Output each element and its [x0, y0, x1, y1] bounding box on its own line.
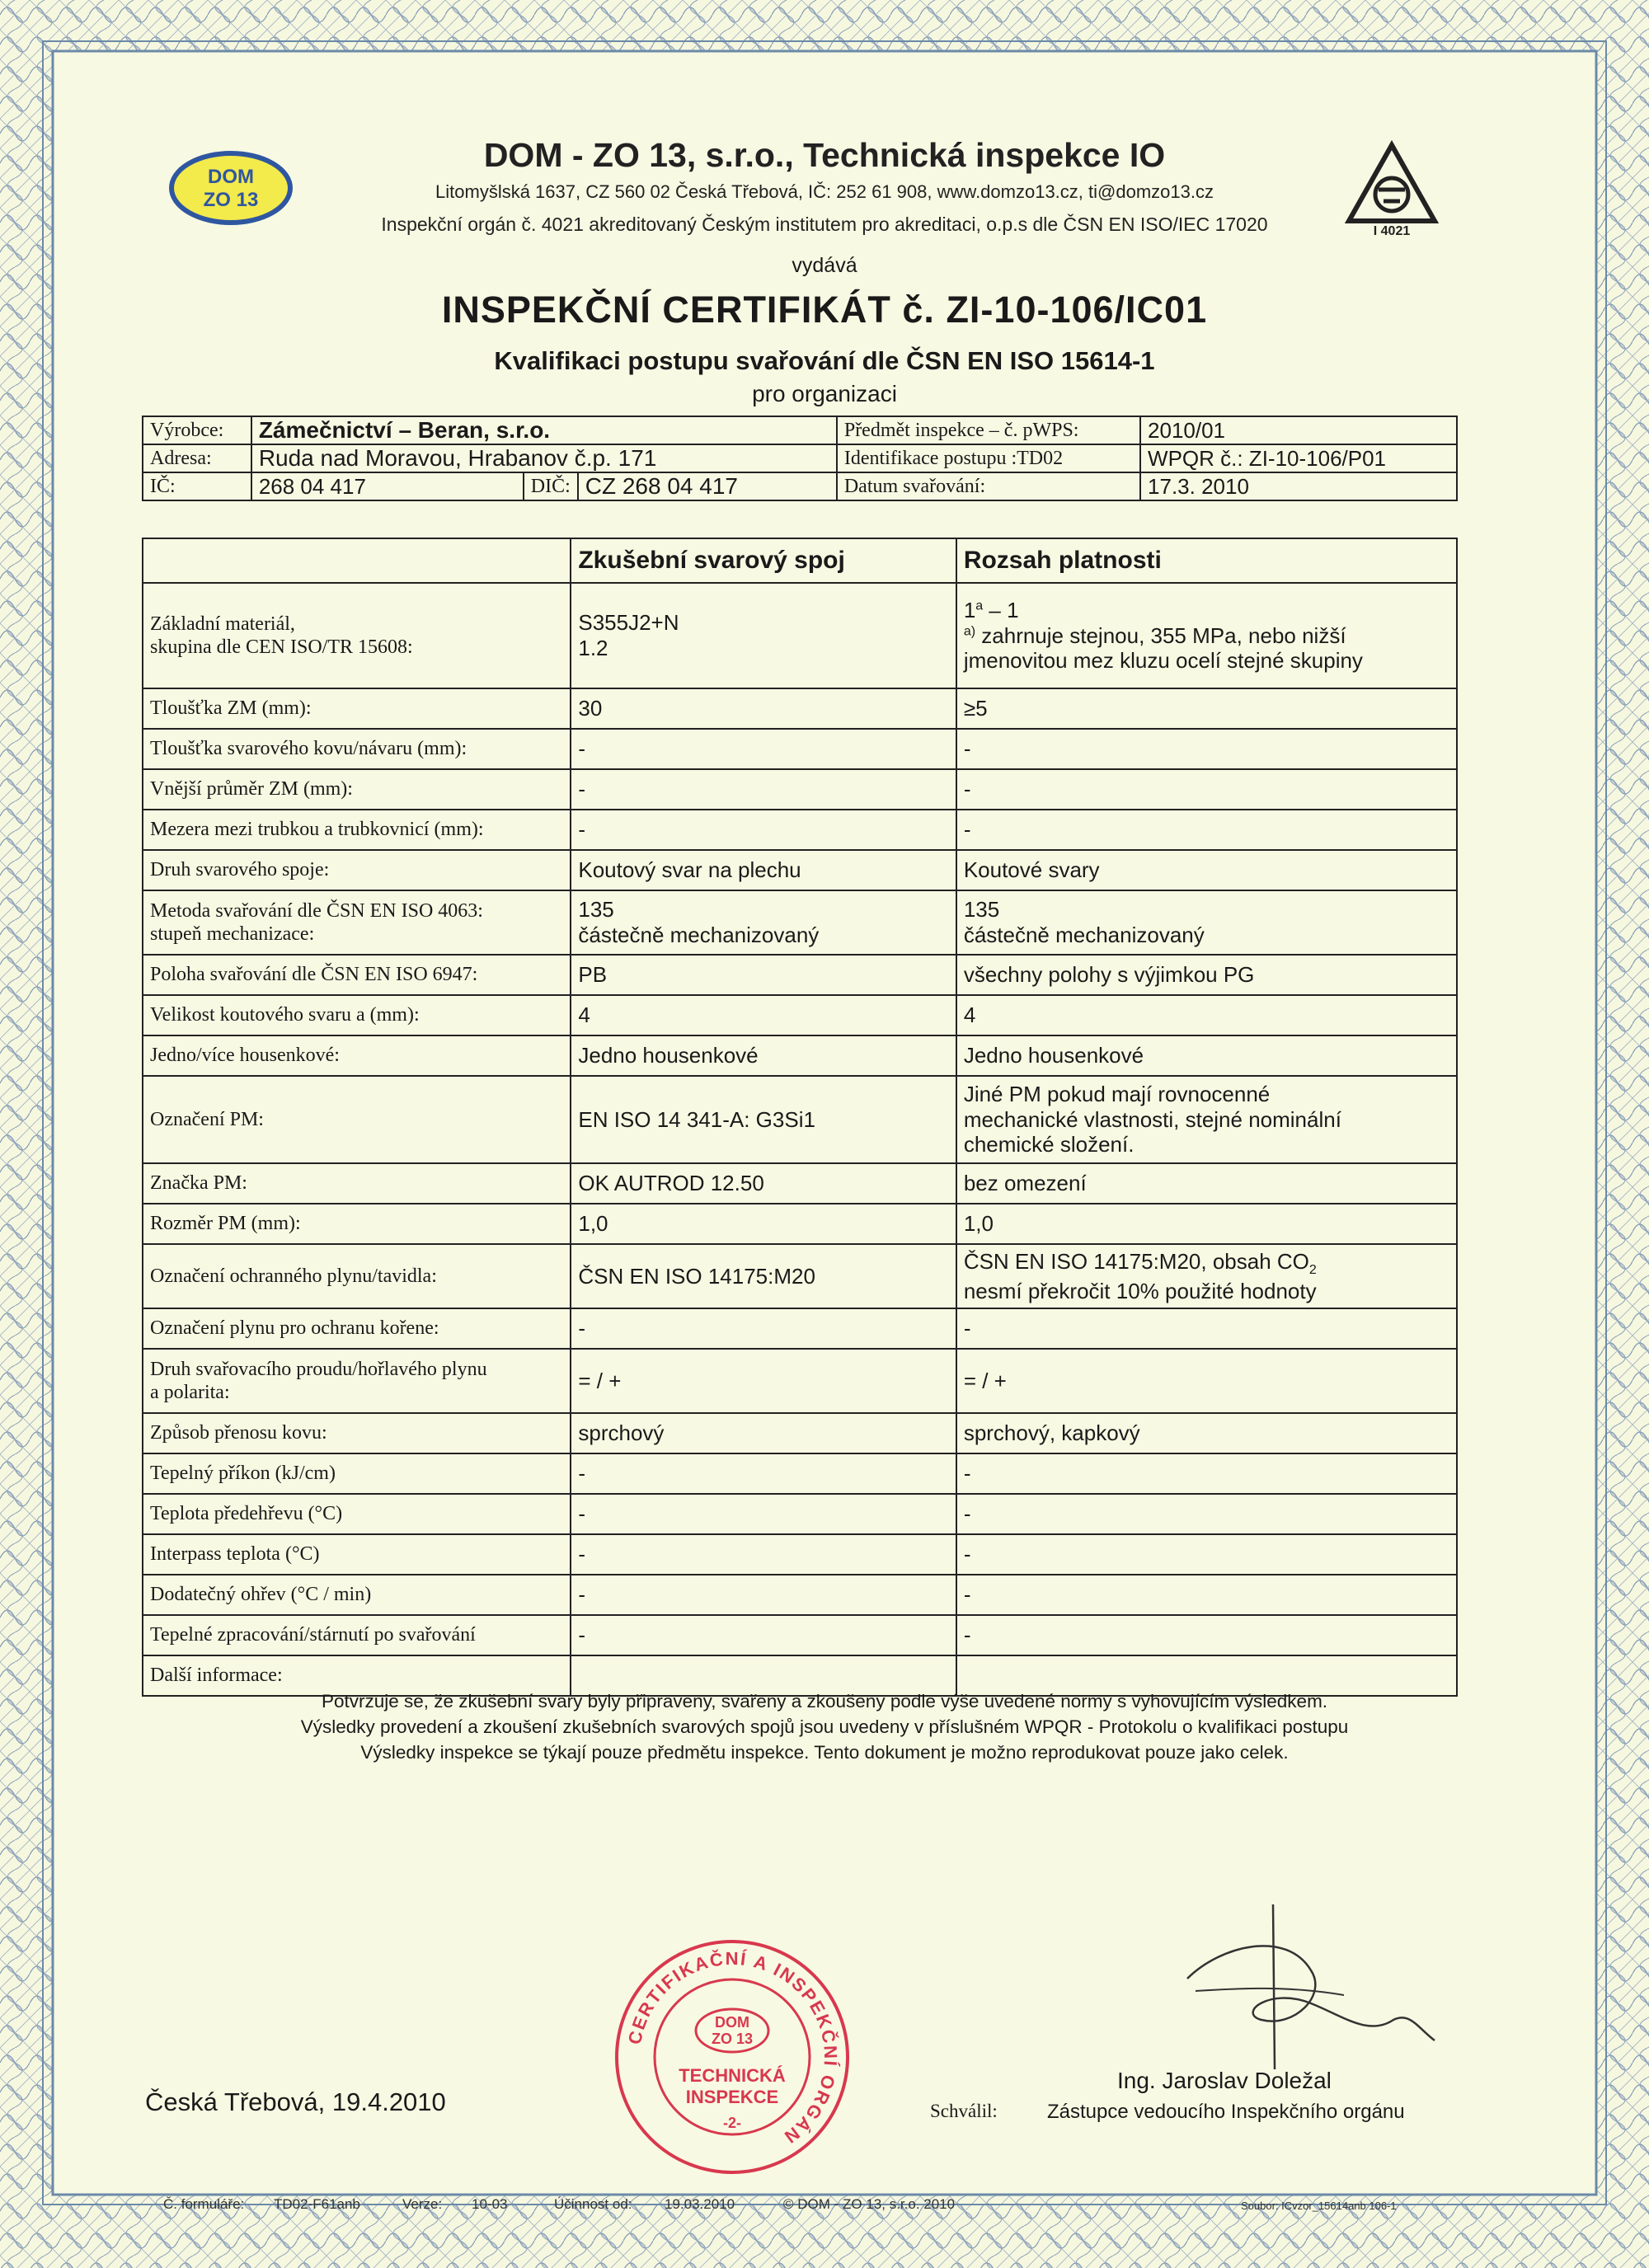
- range-value: – 1: [983, 597, 1019, 622]
- official-stamp: [608, 1933, 856, 2181]
- address-value: Ruda nad Moravou, Hrabanov č.p. 171: [251, 444, 837, 472]
- range-value: sprchový, kapkový: [956, 1413, 1457, 1453]
- range-value: -: [956, 1615, 1457, 1655]
- header-blank: [143, 538, 571, 583]
- table-row: [143, 1615, 1457, 1655]
- test-value: PB: [571, 955, 956, 995]
- test-value: -: [571, 1575, 956, 1615]
- range-value: -: [956, 810, 1457, 850]
- test-value: -: [571, 1615, 956, 1655]
- range-footnote-mark: a): [963, 624, 976, 638]
- stamp-number: -2-: [723, 2115, 741, 2131]
- table-row: [143, 1308, 1457, 1349]
- row-label: Druh svarového spoje:: [143, 850, 571, 890]
- test-value: 30: [571, 688, 956, 729]
- row-label: Tepelný příkon (kJ/cm): [143, 1453, 571, 1494]
- range-value: jmenovitou mez kluzu ocelí stejné skupiny: [963, 648, 1363, 674]
- stamp-text-zo13: ZO 13: [711, 2031, 754, 2047]
- stamp-text-technical: TECHNICKÁ: [679, 2065, 786, 2086]
- range-value: -: [956, 1308, 1457, 1349]
- test-value: 1.2: [578, 636, 608, 660]
- row-label: skupina dle CEN ISO/TR 15608:: [150, 636, 413, 658]
- test-value: -: [571, 1308, 956, 1349]
- test-value: -: [571, 1534, 956, 1575]
- welding-date-label: Datum svařování:: [837, 472, 1140, 500]
- range-value: -: [956, 769, 1457, 810]
- range-value: Jiné PM pokud mají rovnocenné: [963, 1081, 1271, 1106]
- handwritten-signature: [1171, 1896, 1451, 2078]
- row-label: Označení plynu pro ochranu kořene:: [143, 1308, 571, 1349]
- footer-file-name: Soubor: ICvzor_15614anb 106-1: [1241, 2200, 1397, 2212]
- table-row: [143, 729, 1457, 769]
- dic-value: CZ 268 04 417: [578, 472, 837, 500]
- test-value: OK AUTROD 12.50: [571, 1163, 956, 1204]
- logo-text-dom: DOM: [208, 166, 254, 188]
- range-value: 4: [956, 995, 1457, 1035]
- test-value: EN ISO 14 341-A: G3Si1: [571, 1076, 956, 1163]
- manufacturer-label: Výrobce:: [143, 416, 251, 444]
- table-row: [143, 1534, 1457, 1575]
- certificate-title: INSPEKČNÍ CERTIFIKÁT č. ZI-10-106/IC01: [441, 289, 1208, 331]
- table-row: [143, 1076, 1457, 1163]
- organization-name: DOM - ZO 13, s.r.o., Technická inspekce IO: [483, 136, 1166, 174]
- approved-by-label: Schválil:: [930, 2101, 998, 2121]
- range-value: Jedno housenkové: [956, 1035, 1457, 1076]
- table-row: [143, 688, 1457, 729]
- range-value: ČSN EN ISO 14175:M20, obsah CO: [963, 1248, 1309, 1274]
- table-row: [143, 583, 1457, 688]
- ic-value: 268 04 417: [251, 472, 524, 500]
- stamp-text-dom: DOM: [715, 2014, 749, 2031]
- row-label: Vnější průměr ZM (mm):: [143, 769, 571, 810]
- table-row: [143, 810, 1457, 850]
- address-label: Adresa:: [143, 444, 251, 472]
- test-value: 1,0: [571, 1204, 956, 1244]
- signer-role: Zástupce vedoucího Inspekčního orgánu: [1047, 2101, 1405, 2123]
- row-label: a polarita:: [150, 1382, 230, 1403]
- test-value: -: [571, 729, 956, 769]
- row-label: Teplota předehřevu (°C): [143, 1494, 571, 1534]
- row-label: Tloušťka ZM (mm):: [143, 688, 571, 729]
- test-value: S355J2+N: [578, 610, 679, 636]
- inspection-subject-value: 2010/01: [1140, 416, 1457, 444]
- column-header-test-joint: Zkušební svarový spoj: [571, 538, 956, 583]
- row-label: Tepelné zpracování/stárnutí po svařování: [143, 1615, 571, 1655]
- table-row: [143, 1413, 1457, 1453]
- logo-code: I 4021: [1373, 224, 1411, 237]
- test-value: -: [571, 1494, 956, 1534]
- column-header-range: Rozsah platnosti: [956, 538, 1457, 583]
- row-label: Tloušťka svarového kovu/návaru (mm):: [143, 729, 571, 769]
- stamp-text-inspection: INSPEKCE: [685, 2087, 779, 2107]
- table-row: [143, 1163, 1457, 1204]
- range-value: zahrnuje stejnou, 355 MPa, nebo nižší: [975, 622, 1346, 648]
- table-row: [143, 1204, 1457, 1244]
- range-value: = / +: [956, 1349, 1457, 1413]
- organization-address: Litomyšlská 1637, CZ 560 02 Česká Třebová, IČ: 252 61 908, www.domzo13.cz, ti@domzo13.cz: [435, 181, 1214, 202]
- range-value: -: [956, 729, 1457, 769]
- row-label: Základní materiál,: [150, 613, 295, 635]
- for-organization-label: pro organizaci: [752, 381, 897, 406]
- range-value: ≥5: [956, 688, 1457, 729]
- row-label: Značka PM:: [143, 1163, 571, 1204]
- welding-date-value: 17.3. 2010: [1140, 472, 1457, 500]
- wpqr-number: WPQR č.: ZI-10-106/P01: [1140, 444, 1457, 472]
- row-label: Označení ochranného plynu/tavidla:: [143, 1244, 571, 1308]
- footer-valid-label: Účinnost od:: [554, 2196, 632, 2212]
- test-value: 135: [578, 897, 614, 923]
- row-label: Mezera mezi trubkou a trubkovnicí (mm):: [143, 810, 571, 850]
- row-label: Další informace:: [143, 1655, 571, 1696]
- test-value: sprchový: [571, 1413, 956, 1453]
- row-label: Velikost koutového svaru a (mm):: [143, 995, 571, 1035]
- range-value: všechny polohy s výjimkou PG: [956, 955, 1457, 995]
- table-row: [143, 995, 1457, 1035]
- footer-form-label: Č. formuláře:: [163, 2196, 245, 2212]
- range-value: bez omezení: [956, 1163, 1457, 1204]
- range-value: chemické složení.: [963, 1132, 1135, 1157]
- table-row: [143, 1035, 1457, 1076]
- range-superscript: a: [975, 599, 984, 613]
- footer-form-value: TD02-F61anb: [274, 2196, 360, 2212]
- row-label: Označení PM:: [143, 1076, 571, 1163]
- range-value: -: [956, 1534, 1457, 1575]
- range-value: -: [956, 1494, 1457, 1534]
- manufacturer-value: Zámečnictví – Beran, s.r.o.: [251, 416, 837, 444]
- test-value: -: [571, 769, 956, 810]
- test-value: částečně mechanizovaný: [578, 923, 820, 947]
- test-value: -: [571, 810, 956, 850]
- procedure-id-label: Identifikace postupu :TD02: [837, 444, 1140, 472]
- table-row: [143, 850, 1457, 890]
- test-value: = / +: [571, 1349, 956, 1413]
- row-label: Metoda svařování dle ČSN EN ISO 4063:: [150, 899, 483, 922]
- test-value: Jedno housenkové: [571, 1035, 956, 1076]
- table-row: [143, 890, 1457, 955]
- range-value: 135: [963, 897, 1000, 923]
- footer-version-label: Verze:: [402, 2196, 443, 2212]
- range-value: 1,0: [956, 1204, 1457, 1244]
- row-label: Poloha svařování dle ČSN EN ISO 6947:: [143, 955, 571, 995]
- range-value: Koutové svary: [956, 850, 1457, 890]
- row-label: stupeň mechanizace:: [150, 923, 315, 945]
- range-value: 1: [963, 597, 976, 622]
- confirmation-line: Výsledky inspekce se týkají pouze předmětu inspekce. Tento dokument je možno reprodukovat pouze jako celek.: [360, 1742, 1289, 1763]
- test-value: 4: [571, 995, 956, 1035]
- signer-name: Ing. Jaroslav Doležal: [1117, 2068, 1332, 2093]
- table-row: [143, 1244, 1457, 1308]
- table-row: [143, 1575, 1457, 1615]
- test-value: Koutový svar na plechu: [571, 850, 956, 890]
- row-label: Dodatečný ohřev (°C / min): [143, 1575, 571, 1615]
- range-subscript: 2: [1308, 1262, 1317, 1277]
- confirmation-line: Výsledky provedení a zkoušení zkušebních svarových spojů jsou uvedeny v příslušném WPQR - Protokolu o kvalifikaci postupu: [300, 1716, 1349, 1737]
- stamp-ring-text: CERTIFIKAČNÍ A INSPEKČNÍ ORGÁN: [623, 1947, 842, 2148]
- table-row: [143, 1494, 1457, 1534]
- row-label: Jedno/více housenkové:: [143, 1035, 571, 1076]
- range-value: -: [956, 1575, 1457, 1615]
- certificate-subtitle: Kvalifikaci postupu svařování dle ČSN EN ISO 15614-1: [494, 346, 1155, 375]
- manufacturer-info-table: [142, 416, 1458, 501]
- ic-label: IČ:: [143, 472, 251, 500]
- row-label: Způsob přenosu kovu:: [143, 1413, 571, 1453]
- table-row: [143, 1349, 1457, 1413]
- logo-text-zo13: ZO 13: [203, 189, 259, 211]
- footer-copyright: © DOM - ZO 13, s.r.o. 2010: [783, 2196, 956, 2212]
- table-row: [143, 1453, 1457, 1494]
- footer-version-value: 10-03: [472, 2196, 508, 2212]
- row-label: Druh svařovacího proudu/hořlavého plynu: [150, 1358, 487, 1380]
- range-value: nesmí překročit 10% použité hodnoty: [963, 1278, 1317, 1303]
- table-row: [143, 769, 1457, 810]
- place-and-date: Česká Třebová, 19.4.2010: [145, 2087, 446, 2116]
- footer-valid-value: 19.03.2010: [665, 2196, 735, 2212]
- confirmation-text: [0, 1688, 1649, 1765]
- inspection-subject-label: Předmět inspekce – č. pWPS:: [837, 416, 1140, 444]
- range-value: částečně mechanizovaný: [963, 923, 1205, 947]
- qualification-table: [142, 538, 1458, 1697]
- row-label: Rozměr PM (mm):: [143, 1204, 571, 1244]
- dic-label: DIČ:: [524, 472, 578, 500]
- table-row: [143, 955, 1457, 995]
- accreditation-statement: Inspekční orgán č. 4021 akreditovaný Českým institutem pro akreditaci, o.p.s dle ČSN EN ISO/IEC 17020: [381, 214, 1268, 235]
- test-value: ČSN EN ISO 14175:M20: [571, 1244, 956, 1308]
- range-value: -: [956, 1453, 1457, 1494]
- row-label: Interpass teplota (°C): [143, 1534, 571, 1575]
- issues-label: vydává: [792, 254, 857, 277]
- test-value: -: [571, 1453, 956, 1494]
- confirmation-line: Potvrzuje se, že zkušební svary byly připraveny, svařeny a zkoušeny podle výše uvedené normy s vyhovujícím výsledkem.: [321, 1691, 1328, 1712]
- range-value: mechanické vlastnosti, stejné nominální: [963, 1106, 1341, 1132]
